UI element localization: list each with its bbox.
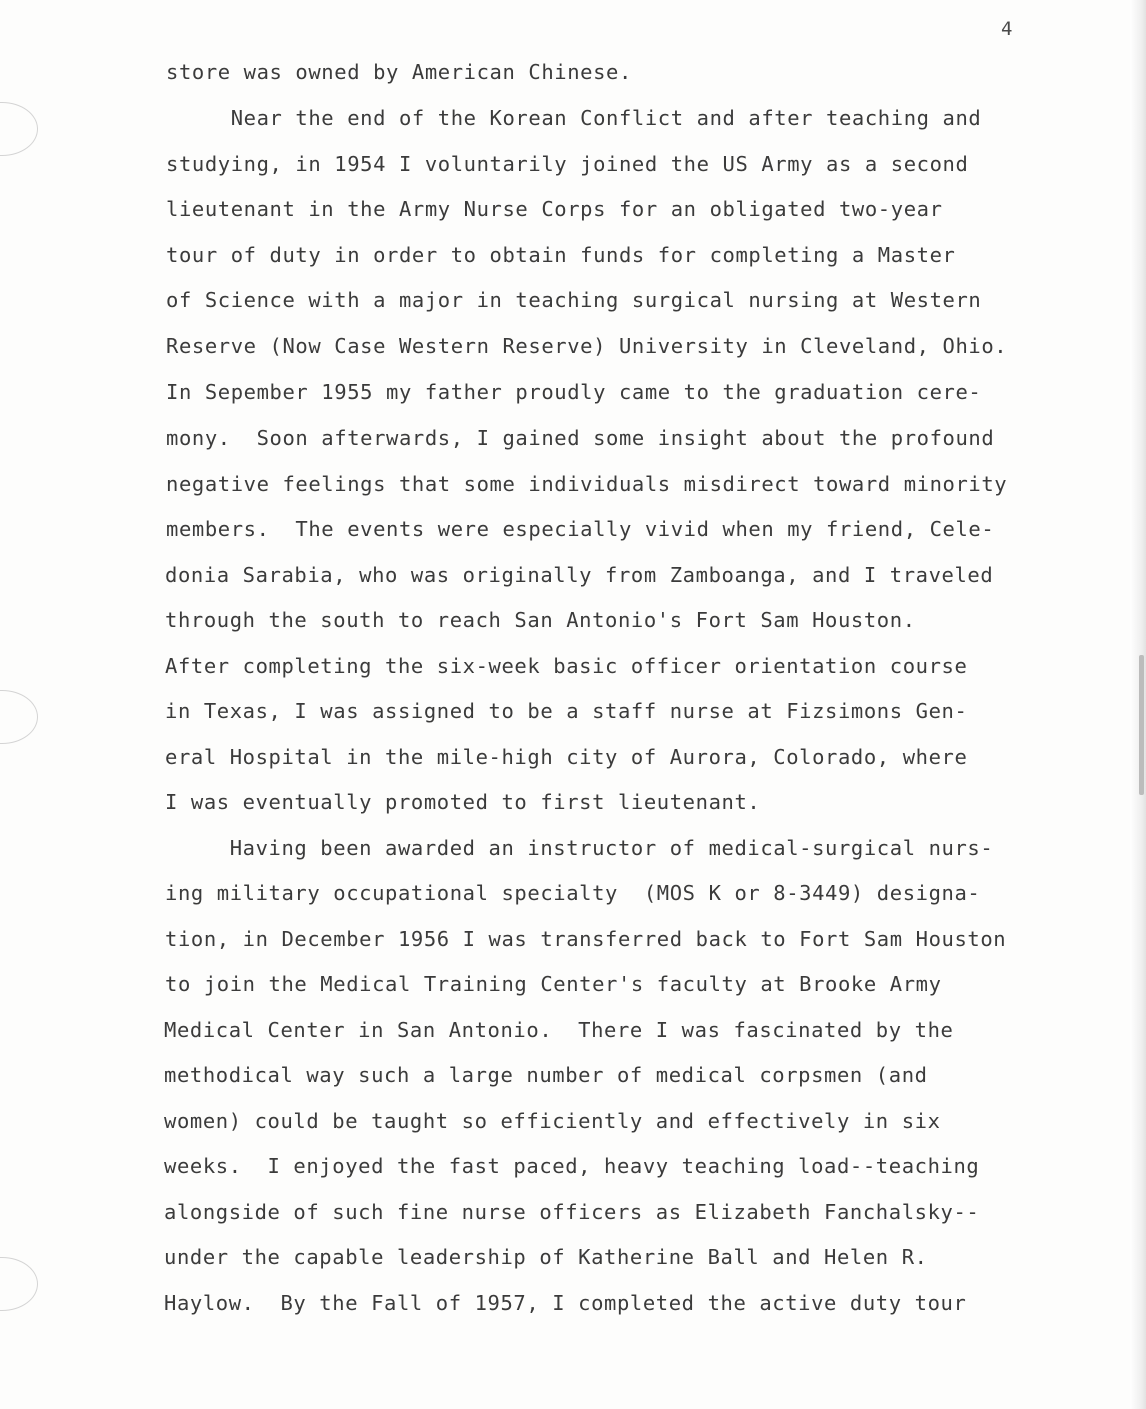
text-line: methodical way such a large number of medical corpsmen (and <box>164 1063 928 1087</box>
text-line: tion, in December 1956 I was transferred back to Fort Sam Houston <box>165 927 1007 951</box>
text-line: studying, in 1954 I voluntarily joined the US Army as a second <box>166 152 969 176</box>
text-line: of Science with a major in teaching surgical nursing at Western <box>166 288 982 312</box>
text-line: in Texas, I was assigned to be a staff nurse at Fizsimons Gen- <box>165 699 968 723</box>
page-number: 4 <box>1001 18 1013 40</box>
punch-hole-bottom <box>0 1257 38 1311</box>
text-line: Haylow. By the Fall of 1957, I completed the active duty tour <box>164 1291 967 1315</box>
text-line: lieutenant in the Army Nurse Corps for an obligated two-year <box>166 197 943 221</box>
text-line: weeks. I enjoyed the fast paced, heavy teaching load--teaching <box>164 1154 980 1178</box>
text-line: After completing the six-week basic officer orientation course <box>165 654 968 678</box>
text-line: members. The events were especially vivid when my friend, Cele- <box>166 517 995 541</box>
text-line: Having been awarded an instructor of medical-surgical nurs- <box>165 836 994 860</box>
text-line: tour of duty in order to obtain funds for completing a Master <box>166 243 956 267</box>
text-line: negative feelings that some individuals misdirect toward minority <box>166 472 1008 496</box>
text-line: In Sepember 1955 my father proudly came to the graduation cere- <box>166 380 982 404</box>
text-line: Medical Center in San Antonio. There I was fascinated by the <box>164 1018 954 1042</box>
text-line: under the capable leadership of Katherine Ball and Helen R. <box>164 1245 928 1269</box>
punch-hole-middle <box>0 690 38 744</box>
punch-hole-top <box>0 102 38 156</box>
text-line: through the south to reach San Antonio's Fort Sam Houston. <box>165 608 916 632</box>
text-line: eral Hospital in the mile-high city of Aurora, Colorado, where <box>165 745 968 769</box>
text-line: store was owned by American Chinese. <box>166 60 632 84</box>
text-line: ing military occupational specialty (MOS K or 8-3449) designa- <box>165 881 981 905</box>
text-line: mony. Soon afterwards, I gained some insight about the profound <box>166 426 995 450</box>
scroll-indicator[interactable] <box>1139 655 1144 795</box>
text-line: Near the end of the Korean Conflict and after teaching and <box>166 106 982 130</box>
text-line: Reserve (Now Case Western Reserve) University in Cleveland, Ohio. <box>166 334 1008 358</box>
text-line: I was eventually promoted to first lieutenant. <box>165 790 761 814</box>
text-line: alongside of such fine nurse officers as Elizabeth Fanchalsky-- <box>164 1200 980 1224</box>
text-line: women) could be taught so efficiently and effectively in six <box>164 1109 941 1133</box>
text-line: donia Sarabia, who was originally from Zamboanga, and I traveled <box>165 563 994 587</box>
text-line: to join the Medical Training Center's faculty at Brooke Army <box>165 972 942 996</box>
